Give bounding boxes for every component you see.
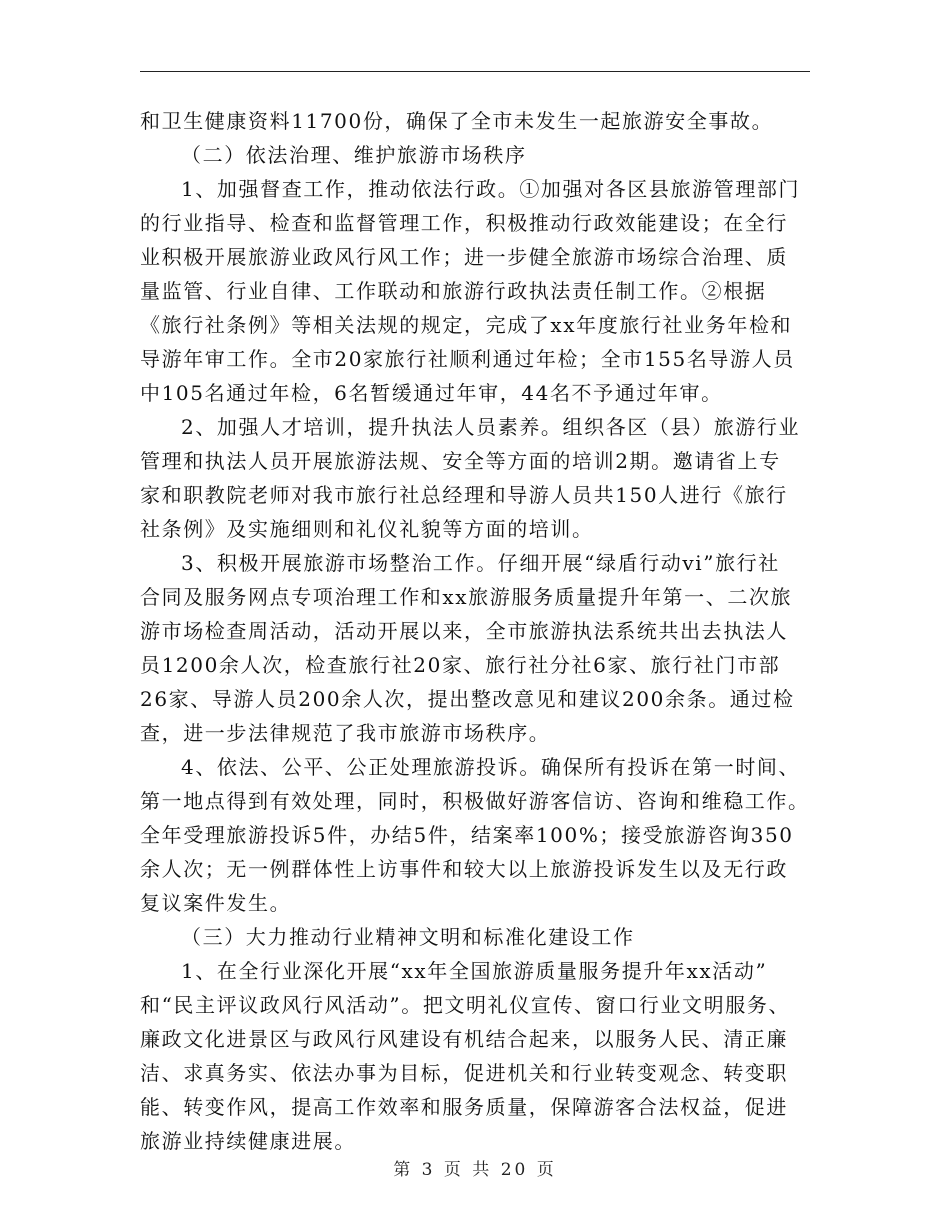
paragraph-line: 3、积极开展旅游市场整治工作。仔细开展“绿盾行动vi”旅行社 [181, 551, 780, 575]
paragraph-line: 管理和执法人员开展旅游法规、安全等方面的培训2期。邀请省上专 [140, 449, 781, 473]
paragraph-line: 1、加强督查工作，推动依法行政。①加强对各区县旅游管理部门 [181, 177, 801, 201]
section-heading: （二）依法治理、维护旅游市场秩序 [181, 143, 527, 167]
paragraph-line: 合同及服务网点专项治理工作和xx旅游服务质量提升年第一、二次旅 [140, 585, 793, 609]
paragraph-line: 廉政文化进景区与政风行风建设有机结合起来，以服务人民、清正廉 [140, 1027, 788, 1051]
paragraph-line: 1、在全行业深化开展“xx年全国旅游质量服务提升年xx活动” [181, 959, 768, 983]
paragraph-line: 《旅行社条例》等相关法规的规定，完成了xx年度旅行社业务年检和 [140, 313, 793, 337]
paragraph-line: 余人次；无一例群体性上访事件和较大以上旅游投诉发生以及无行政 [140, 857, 788, 881]
paragraph-line: 员1200余人次，检查旅行社20家、旅行社分社6家、旅行社门市部 [140, 653, 781, 677]
paragraph-line: 和卫生健康资料11700份，确保了全市未发生一起旅游安全事故。 [140, 109, 774, 133]
paragraph-line: 26家、导游人员200余人次，提出整改意见和建议200余条。通过检 [140, 687, 795, 711]
header-rule [140, 71, 810, 72]
paragraph-line: 复议案件发生。 [140, 891, 292, 915]
paragraph-line: 社条例》及实施细则和礼仪礼貌等方面的培训。 [140, 517, 594, 541]
section-heading: （三）大力推动行业精神文明和标准化建设工作 [181, 925, 635, 949]
paragraph-line: 4、依法、公平、公正处理旅游投诉。确保所有投诉在第一时间、 [181, 755, 801, 779]
paragraph-line: 2、加强人才培训，提升执法人员素养。组织各区（县）旅游行业 [181, 415, 801, 439]
paragraph-line: 全年受理旅游投诉5件，办结5件，结案率100%；接受旅游咨询350 [140, 823, 794, 847]
paragraph-line: 能、转变作风，提高工作效率和服务质量，保障游客合法权益，促进 [140, 1095, 788, 1119]
paragraph-line: 家和职教院老师对我市旅行社总经理和导游人员共150人进行《旅行 [140, 483, 788, 507]
paragraph-line: 洁、求真务实、依法办事为目标，促进机关和行业转变观念、转变职 [140, 1061, 788, 1085]
paragraph-line: 业积极开展旅游业政风行风工作；进一步健全旅游市场综合治理、质 [140, 245, 788, 269]
page-number: 第 3 页 共 20 页 [393, 1160, 557, 1180]
paragraph-line: 查，进一步法律规范了我市旅游市场秩序。 [140, 721, 551, 745]
paragraph-line: 游市场检查周活动，活动开展以来，全市旅游执法系统共出去执法人 [140, 619, 788, 643]
paragraph-line: 和“民主评议政风行风活动”。把文明礼仪宣传、窗口行业文明服务、 [140, 993, 791, 1017]
paragraph-line: 第一地点得到有效处理，同时，积极做好游客信访、咨询和维稳工作。 [140, 789, 810, 813]
paragraph-line: 中105名通过年检，6名暂缓通过年审，44名不予通过年审。 [140, 381, 723, 405]
document-body [140, 104, 810, 1158]
paragraph-line: 旅游业持续健康进展。 [140, 1129, 356, 1153]
paragraph-line: 量监管、行业自律、工作联动和旅游行政执法责任制工作。②根据 [140, 279, 767, 303]
paragraph-line: 导游年审工作。全市20家旅行社顺利通过年检；全市155名导游人员 [140, 347, 795, 371]
paragraph-line: 的行业指导、检查和监督管理工作，积极推动行政效能建设；在全行 [140, 211, 788, 235]
